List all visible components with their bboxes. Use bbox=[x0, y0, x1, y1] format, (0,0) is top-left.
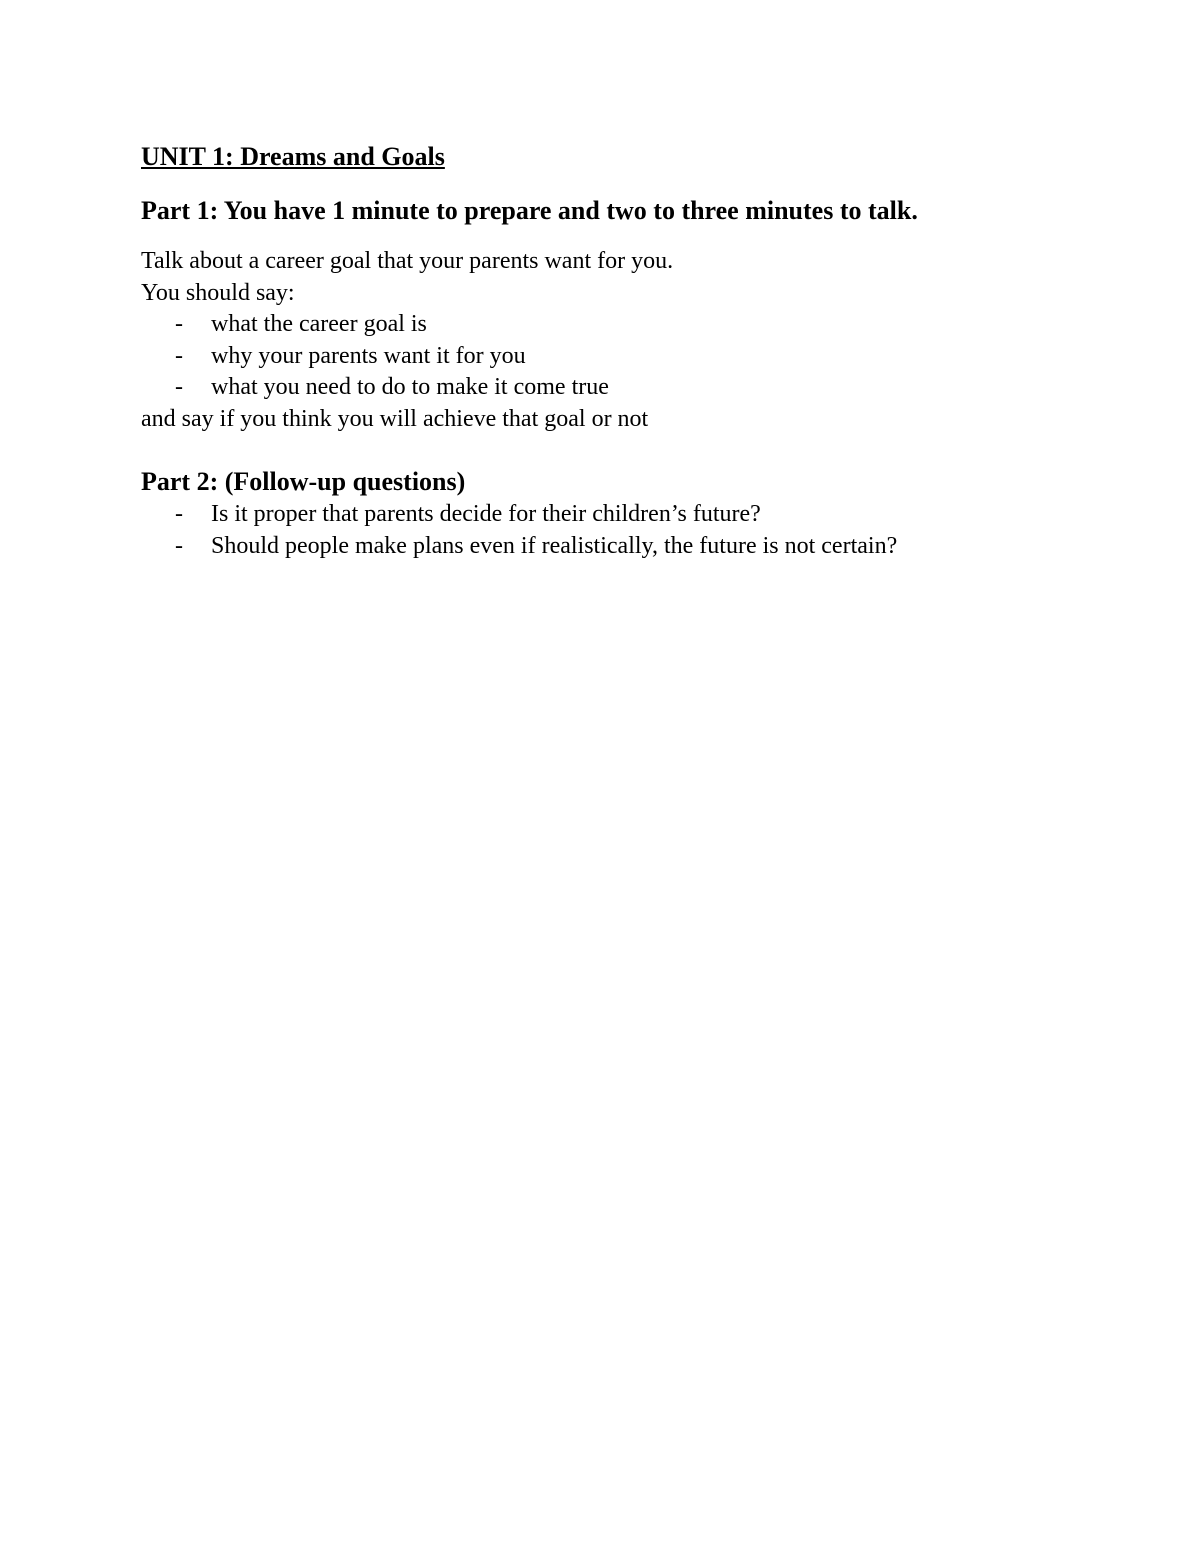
list-item bbox=[141, 341, 1101, 373]
bullet-dash: - bbox=[175, 311, 183, 337]
list-item bbox=[141, 309, 1101, 341]
bullet-dash: - bbox=[175, 501, 183, 527]
list-item bbox=[141, 499, 1101, 531]
bullet-dash: - bbox=[175, 342, 183, 369]
bullet-dash: - bbox=[175, 532, 183, 559]
list-item bbox=[141, 531, 1101, 563]
unit-title: UNIT 1: Dreams and Goals bbox=[141, 142, 445, 171]
question-text: Should people make plans even if realistically, the future is not certain? bbox=[211, 532, 898, 559]
part2-question-list bbox=[141, 499, 1101, 562]
document-page bbox=[141, 140, 1101, 562]
part2-heading: Part 2: (Follow-up questions) bbox=[141, 467, 466, 496]
part1-heading: Part 1: You have 1 minute to prepare and two to three minutes to talk. bbox=[141, 196, 918, 225]
part1-closing: and say if you think you will achieve that goal or not bbox=[141, 405, 649, 432]
question-text: Is it proper that parents decide for their children’s future? bbox=[211, 501, 761, 527]
part1-intro: You should say: bbox=[141, 279, 295, 306]
part1-bullet-list bbox=[141, 309, 1101, 404]
bullet-text: why your parents want it for you bbox=[211, 342, 526, 369]
list-item bbox=[141, 372, 1101, 404]
bullet-dash: - bbox=[175, 374, 183, 400]
bullet-text: what you need to do to make it come true bbox=[211, 374, 609, 400]
bullet-text: what the career goal is bbox=[211, 311, 427, 337]
part1-prompt: Talk about a career goal that your parents want for you. bbox=[141, 248, 674, 274]
